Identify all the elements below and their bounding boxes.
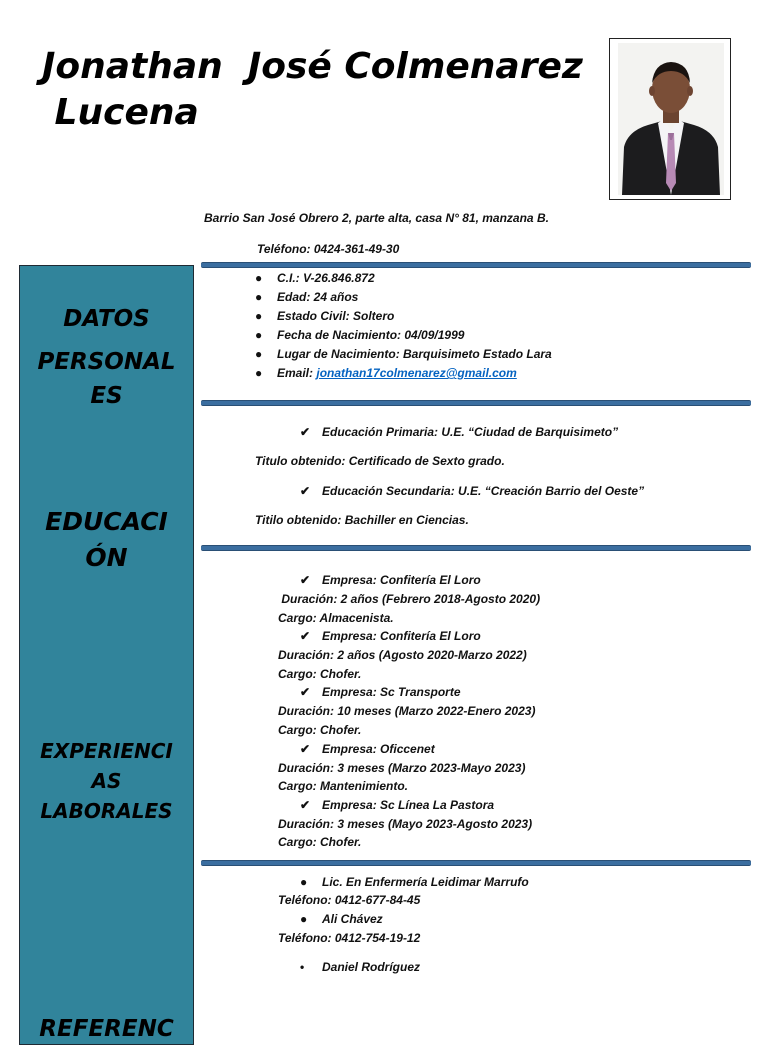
list-item — [255, 271, 375, 285]
job-role: Cargo: Chofer. — [278, 667, 362, 681]
list-item — [255, 309, 394, 323]
job-company — [300, 573, 481, 587]
section-divider — [201, 860, 751, 866]
profile-photo — [609, 38, 731, 200]
full-name — [42, 44, 583, 136]
company-text: Empresa: Oficcenet — [322, 742, 435, 756]
title-line: ÓN — [85, 543, 128, 572]
bullet-icon: ● — [300, 912, 308, 926]
job-duration: Duración: 2 años (Febrero 2018-Agosto 2020) — [278, 592, 541, 606]
reference-item — [300, 875, 529, 889]
job-role: Cargo: Mantenimiento. — [278, 779, 409, 793]
title-line: DATOS — [63, 306, 150, 332]
bullet-icon: ● — [255, 347, 263, 361]
bullet-icon: ● — [255, 309, 263, 323]
section-divider — [201, 400, 751, 406]
job-company — [300, 742, 435, 756]
company-text: Empresa: Sc Transporte — [322, 685, 461, 699]
title-line: ES — [90, 383, 123, 409]
job-company — [300, 685, 461, 699]
list-item — [255, 366, 517, 380]
birth-date-text: Fecha de Nacimiento: 04/09/1999 — [277, 328, 465, 342]
reference-item — [300, 912, 383, 926]
section-divider — [201, 545, 751, 551]
name-line-1: Jonathan José Colmenarez — [42, 46, 583, 87]
address: Barrio San José Obrero 2, parte alta, casa N° 81, manzana B. — [204, 211, 549, 225]
job-duration: Duración: 10 meses (Marzo 2022-Enero 2023) — [278, 704, 536, 718]
phone: Teléfono: 0424-361-49-30 — [257, 242, 400, 256]
checkmark-icon: ✔ — [300, 484, 311, 498]
bullet-icon: ● — [255, 271, 263, 285]
job-company — [300, 798, 494, 812]
job-role: Cargo: Chofer. — [278, 835, 362, 849]
civil-status-text: Estado Civil: Soltero — [277, 309, 395, 323]
list-item — [300, 425, 618, 439]
section-title-experiencias — [20, 736, 193, 826]
job-role: Cargo: Chofer. — [278, 723, 362, 737]
list-item — [255, 290, 358, 304]
job-company — [300, 629, 481, 643]
reference-item — [300, 960, 420, 974]
name-line-2: Lucena — [54, 92, 199, 133]
job-role: Cargo: Almacenista. — [278, 611, 394, 625]
title-line: EXPERIENCI — [40, 739, 173, 763]
list-item — [300, 484, 644, 498]
bullet-icon: ● — [255, 366, 263, 380]
list-item — [255, 328, 464, 342]
email-link[interactable]: jonathan17colmenarez@gmail.com — [316, 366, 517, 380]
person-portrait-icon — [618, 43, 724, 195]
bullet-icon: • — [300, 960, 305, 974]
reference-phone: Teléfono: 0412-677-84-45 — [278, 893, 421, 907]
reference-name: Lic. En Enfermería Leidimar Marrufo — [322, 875, 529, 889]
secondary-education: Educación Secundaria: U.E. “Creación Barrio del Oeste” — [322, 484, 645, 498]
bullet-icon: ● — [255, 328, 263, 342]
reference-phone: Teléfono: 0412-754-19-12 — [278, 931, 421, 945]
title-line: EDUCACI — [45, 507, 168, 536]
job-duration: Duración: 3 meses (Mayo 2023-Agosto 2023) — [278, 817, 533, 831]
title-line: AS — [91, 769, 122, 793]
checkmark-icon: ✔ — [300, 798, 311, 812]
title-line: REFERENC — [39, 1016, 174, 1042]
title-line: LABORALES — [40, 799, 173, 823]
list-item — [255, 347, 552, 361]
section-title-educacion — [20, 504, 193, 576]
bullet-icon: ● — [255, 290, 263, 304]
section-title-datos-personales — [20, 298, 193, 408]
ci-text: C.I.: V-26.846.872 — [277, 271, 375, 285]
company-text: Empresa: Confitería El Loro — [322, 629, 481, 643]
birth-place-text: Lugar de Nacimiento: Barquisimeto Estado Lara — [277, 347, 552, 361]
primary-education: Educación Primaria: U.E. “Ciudad de Barquisimeto” — [322, 425, 619, 439]
company-text: Empresa: Confitería El Loro — [322, 573, 481, 587]
company-text: Empresa: Sc Línea La Pastora — [322, 798, 495, 812]
title-line: PERSONAL — [37, 349, 176, 375]
job-duration: Duración: 2 años (Agosto 2020-Marzo 2022) — [278, 648, 527, 662]
email-label: Email: — [277, 366, 317, 380]
section-title-referencias — [20, 1011, 193, 1047]
reference-name: Daniel Rodríguez — [322, 960, 421, 974]
job-duration: Duración: 3 meses (Marzo 2023-Mayo 2023) — [278, 761, 526, 775]
checkmark-icon: ✔ — [300, 685, 311, 699]
checkmark-icon: ✔ — [300, 742, 311, 756]
checkmark-icon: ✔ — [300, 573, 311, 587]
reference-name: Ali Chávez — [322, 912, 383, 926]
sidebar — [19, 265, 194, 1045]
degree-text: Titilo obtenido: Bachiller en Ciencias. — [255, 513, 469, 527]
checkmark-icon: ✔ — [300, 425, 311, 439]
bullet-icon: ● — [300, 875, 308, 889]
age-text: Edad: 24 años — [277, 290, 359, 304]
section-divider — [201, 262, 751, 268]
degree-text: Titulo obtenido: Certificado de Sexto grado. — [255, 454, 505, 468]
checkmark-icon: ✔ — [300, 629, 311, 643]
